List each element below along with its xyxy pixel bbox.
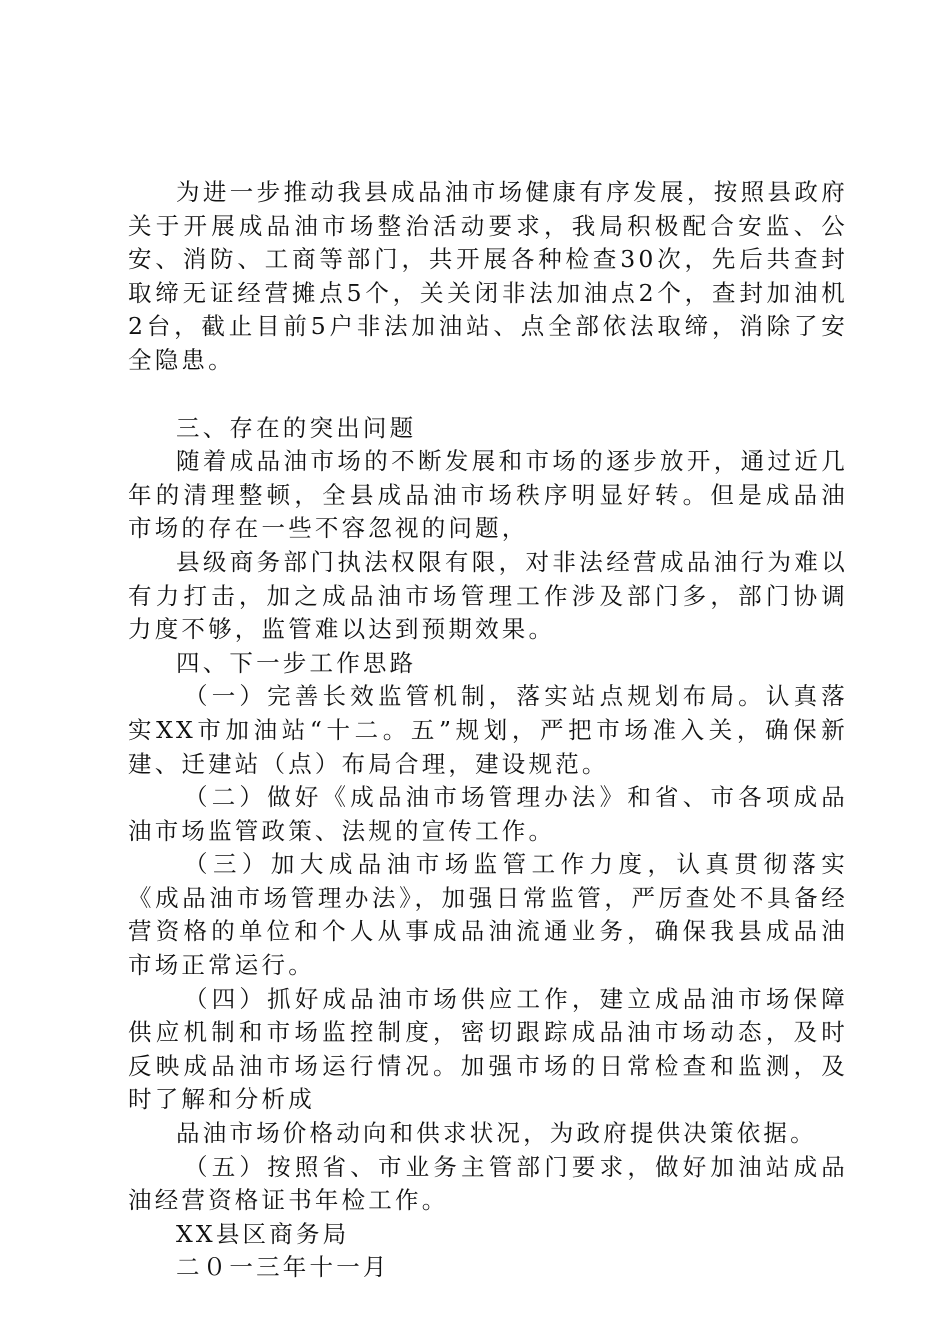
- list-item-1: （一）完善长效监管机制，落实站点规划布局。认真落实XX市加油站“十二。五”规划，严把市场准入关，确保新建、迁建站（点）布局合理，建设规范。: [128, 682, 848, 778]
- section-heading-next-steps: 四、下一步工作思路: [176, 648, 417, 677]
- paragraph-enforcement-summary: 为进一步推动我县成品油市场健康有序发展，按照县政府关于开展成品油市场整治活动要求，我局积极配合安监、公安、消防、工商等部门，共开展各种检查30次，先后共查封取缔无证经营摊点5个，关关闭非法加油点2个，查封加油机2台，截止目前5户非法加油站、点全部依法取缔，消除了安全隐患。: [128, 178, 848, 374]
- list-item-5: （五）按照省、市业务主管部门要求，做好加油站成品油经营资格证书年检工作。: [128, 1152, 848, 1215]
- paragraph-market-status: 随着成品油市场的不断发展和市场的逐步放开，通过近几年的清理整顿，全县成品油市场秩序明显好转。但是成品油市场的存在一些不容忽视的问题，: [128, 447, 848, 543]
- list-item-4-continued: 品油市场价格动向和供求状况，为政府提供决策依据。: [176, 1119, 817, 1148]
- signature-date: 二０一三年十一月: [176, 1253, 390, 1282]
- list-item-4: （四）抓好成品油市场供应工作，建立成品油市场保障供应机制和市场监控制度，密切跟踪成品油市场动态，及时反映成品油市场运行情况。加强市场的日常检查和监测，及时了解和分析成: [128, 984, 848, 1114]
- paragraph-enforcement-limits: 县级商务部门执法权限有限，对非法经营成品油行为难以有力打击，加之成品油市场管理工作涉及部门多，部门协调力度不够，监管难以达到预期效果。: [128, 547, 848, 644]
- paragraph-gap: [128, 378, 848, 412]
- signature-organization: XX县区商务局: [176, 1219, 350, 1248]
- document-page: [128, 176, 848, 1285]
- list-item-2: （二）做好《成品油市场管理办法》和省、市各项成品油市场监管政策、法规的宣传工作。: [128, 783, 848, 845]
- section-heading-problems: 三、存在的突出问题: [176, 413, 417, 442]
- list-item-3: （三）加大成品油市场监管工作力度，认真贯彻落实《成品油市场管理办法》，加强日常监管，严厉查处不具备经营资格的单位和个人从事成品油流通业务，确保我县成品油市场正常运行。: [128, 850, 848, 980]
